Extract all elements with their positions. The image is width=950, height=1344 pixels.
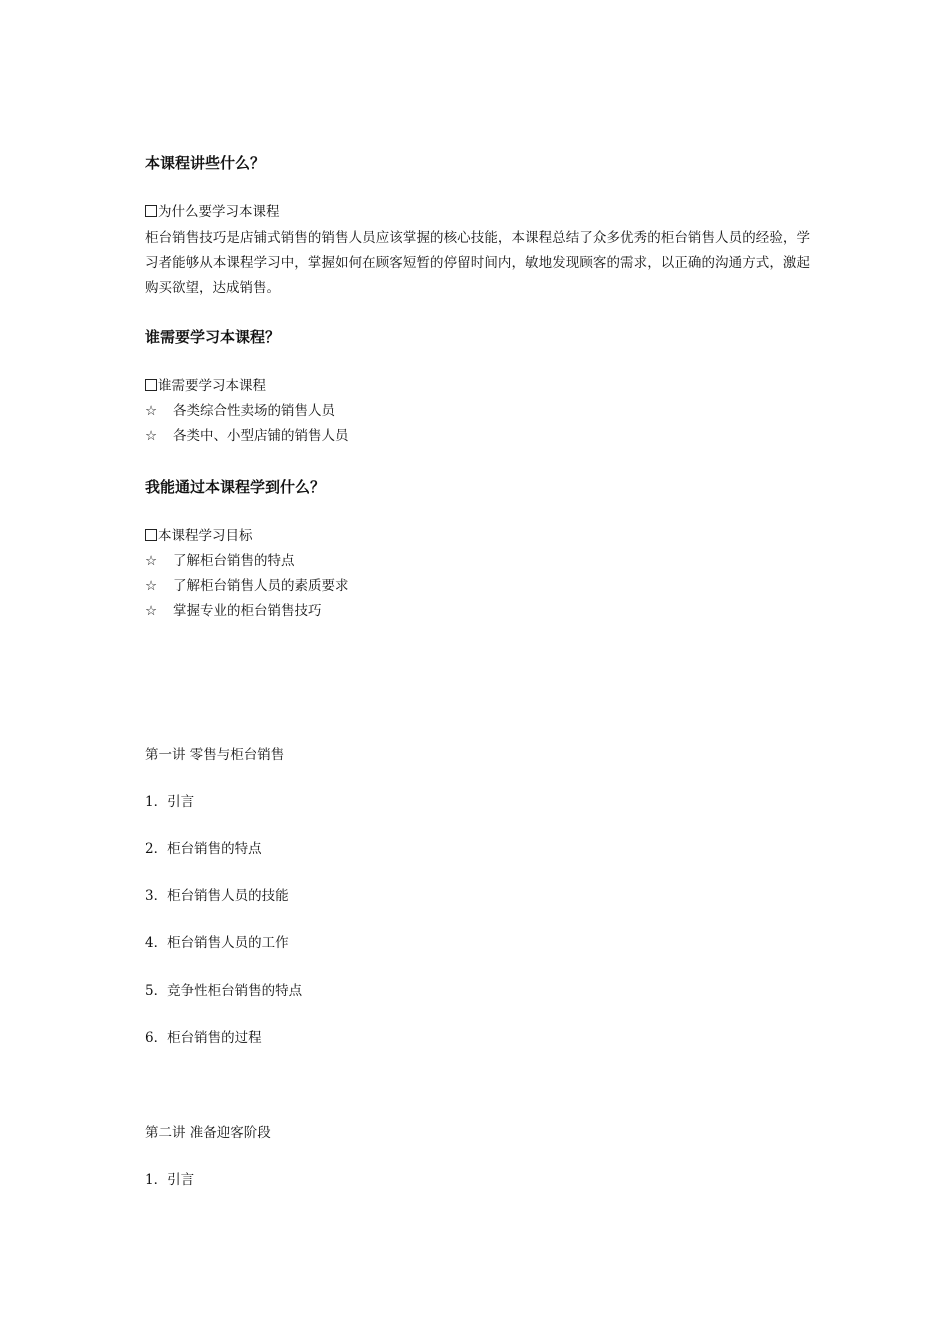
outline-item: 1．引言	[145, 794, 195, 810]
list-item-text: 了解柜台销售的特点	[173, 553, 295, 569]
outline-item: 5．竞争性柜台销售的特点	[145, 983, 303, 999]
subheading-text: 为什么要学习本课程	[158, 204, 280, 220]
outline-item: 4．柜台销售人员的工作	[145, 935, 289, 951]
lecture-title: 第二讲 准备迎客阶段	[145, 1125, 271, 1141]
list-item	[145, 601, 322, 621]
list-item	[145, 551, 295, 571]
checkbox-square-icon	[145, 205, 157, 217]
section-heading: 谁需要学习本课程？	[145, 328, 281, 346]
outline-item: 6．柜台销售的过程	[145, 1030, 262, 1046]
subheading-text: 谁需要学习本课程	[158, 378, 266, 394]
subheading-text: 本课程学习目标	[158, 528, 253, 544]
checkbox-square-icon	[145, 529, 157, 541]
section-heading: 本课程讲些什么？	[145, 154, 266, 172]
list-item-text: 了解柜台销售人员的素质要求	[173, 578, 349, 594]
outline-item: 2．柜台销售的特点	[145, 841, 262, 857]
list-item	[145, 401, 335, 421]
list-item-text: 各类中、小型店铺的销售人员	[173, 428, 349, 444]
subheading-line	[145, 202, 280, 222]
outline-item: 3．柜台销售人员的技能	[145, 888, 289, 904]
star-icon: ☆	[145, 578, 158, 594]
list-item-text: 掌握专业的柜台销售技巧	[173, 603, 322, 619]
subheading-line	[145, 526, 253, 546]
checkbox-square-icon	[145, 379, 157, 391]
star-icon: ☆	[145, 603, 158, 619]
star-icon: ☆	[145, 553, 158, 569]
section-heading: 我能通过本课程学到什么？	[145, 478, 326, 496]
star-icon: ☆	[145, 403, 158, 419]
intro-paragraph: 柜台销售技巧是店铺式销售的销售人员应该掌握的核心技能，本课程总结了众多优秀的柜台销售人员的经验，学习者能够从本课程学习中，掌握如何在顾客短暂的停留时间内，敏地发现顾客的需求，以正确的沟通方式，激起购买欲望，达成销售。	[145, 230, 810, 296]
outline-item: 1．引言	[145, 1172, 195, 1188]
list-item	[145, 426, 349, 446]
list-item-text: 各类综合性卖场的销售人员	[173, 403, 335, 419]
list-item	[145, 576, 349, 596]
lecture-title: 第一讲 零售与柜台销售	[145, 747, 285, 763]
star-icon: ☆	[145, 428, 158, 444]
subheading-line	[145, 376, 266, 396]
